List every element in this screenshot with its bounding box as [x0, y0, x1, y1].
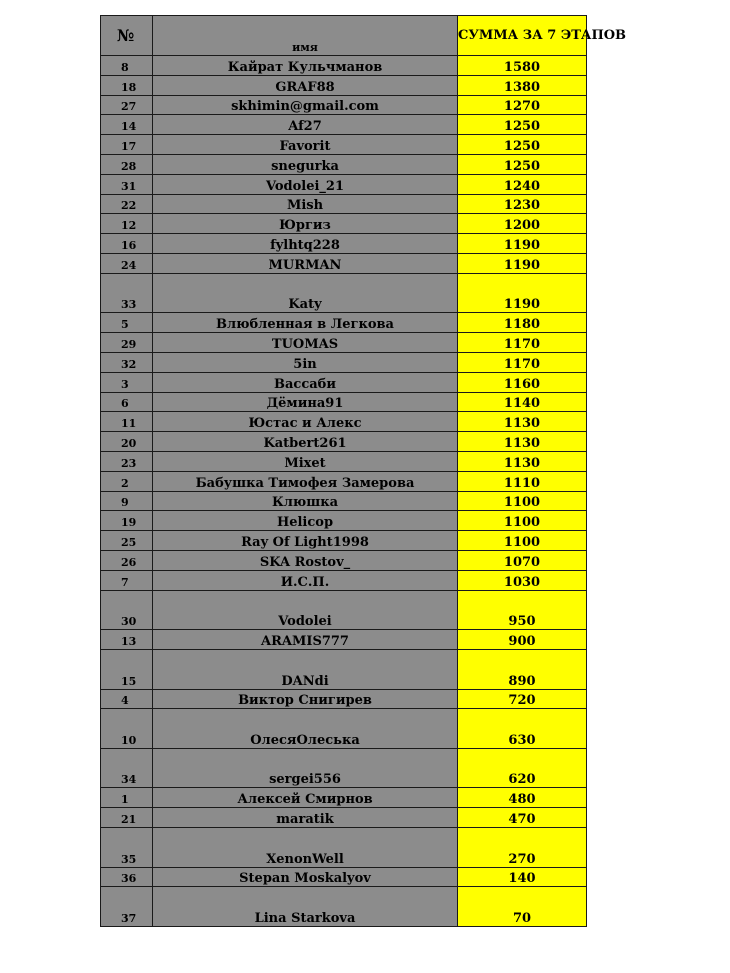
row-sum: 1230 — [458, 194, 587, 214]
row-number: 25 — [101, 531, 153, 551]
row-number: 6 — [101, 392, 153, 412]
row-name: maratik — [153, 808, 458, 828]
row-number: 4 — [101, 689, 153, 709]
row-name: Кайрат Кульчманов — [153, 56, 458, 76]
table-row — [101, 649, 587, 689]
row-sum: 70 — [458, 887, 587, 927]
row-number: 34 — [101, 748, 153, 788]
row-number: 29 — [101, 333, 153, 353]
row-name: Lina Starkova — [153, 887, 458, 927]
row-number: 37 — [101, 887, 153, 927]
row-name: XenonWell — [153, 828, 458, 868]
row-sum: 470 — [458, 808, 587, 828]
row-name: Юргиз — [153, 214, 458, 234]
row-sum: 1070 — [458, 550, 587, 570]
header-row — [101, 16, 587, 56]
row-name: fylhtq228 — [153, 234, 458, 254]
row-sum: 900 — [458, 630, 587, 650]
table-row — [101, 808, 587, 828]
row-number: 18 — [101, 75, 153, 95]
row-name: Stepan Moskalyov — [153, 867, 458, 887]
row-number: 30 — [101, 590, 153, 630]
table-row — [101, 333, 587, 353]
table-row — [101, 432, 587, 452]
row-number: 23 — [101, 451, 153, 471]
row-sum: 270 — [458, 828, 587, 868]
table-row — [101, 570, 587, 590]
row-number: 22 — [101, 194, 153, 214]
row-name: skhimin@gmail.com — [153, 95, 458, 115]
row-name: Алексей Смирнов — [153, 788, 458, 808]
row-name: ARAMIS777 — [153, 630, 458, 650]
row-name: DANdi — [153, 649, 458, 689]
row-number: 20 — [101, 432, 153, 452]
row-name: TUOMAS — [153, 333, 458, 353]
row-sum: 1100 — [458, 531, 587, 551]
row-number: 26 — [101, 550, 153, 570]
row-name: Дёмина91 — [153, 392, 458, 412]
row-name: Ray Of Light1998 — [153, 531, 458, 551]
table-row — [101, 234, 587, 254]
row-sum: 1160 — [458, 372, 587, 392]
row-number: 19 — [101, 511, 153, 531]
row-name: Влюбленная в Легкова — [153, 313, 458, 333]
table-row — [101, 511, 587, 531]
results-table — [100, 15, 627, 927]
row-number: 7 — [101, 570, 153, 590]
table-row — [101, 115, 587, 135]
row-number: 15 — [101, 649, 153, 689]
row-name: Юстас и Алекс — [153, 412, 458, 432]
row-name: И.С.П. — [153, 570, 458, 590]
table-row — [101, 135, 587, 155]
table-row — [101, 689, 587, 709]
row-sum: 720 — [458, 689, 587, 709]
row-number: 14 — [101, 115, 153, 135]
table-row — [101, 867, 587, 887]
row-sum: 1110 — [458, 471, 587, 491]
row-name: snegurka — [153, 154, 458, 174]
row-number: 10 — [101, 709, 153, 749]
row-sum: 1190 — [458, 234, 587, 254]
row-number: 9 — [101, 491, 153, 511]
row-number: 1 — [101, 788, 153, 808]
table-row — [101, 273, 587, 313]
table-row — [101, 95, 587, 115]
table-row — [101, 392, 587, 412]
row-sum: 1180 — [458, 313, 587, 333]
table-row — [101, 412, 587, 432]
table-row — [101, 352, 587, 372]
row-name: Vodolei — [153, 590, 458, 630]
table-row — [101, 154, 587, 174]
table-row — [101, 709, 587, 749]
table-row — [101, 828, 587, 868]
header-sum: СУММА ЗА 7 ЭТАПОВ — [458, 16, 587, 56]
row-number: 35 — [101, 828, 153, 868]
table-row — [101, 253, 587, 273]
row-number: 36 — [101, 867, 153, 887]
row-sum: 950 — [458, 590, 587, 630]
table-row — [101, 75, 587, 95]
table-row — [101, 630, 587, 650]
row-number: 32 — [101, 352, 153, 372]
row-sum: 1190 — [458, 273, 587, 313]
row-sum: 1140 — [458, 392, 587, 412]
row-sum: 1130 — [458, 451, 587, 471]
row-sum: 1250 — [458, 135, 587, 155]
row-number: 12 — [101, 214, 153, 234]
table-row — [101, 550, 587, 570]
row-sum: 140 — [458, 867, 587, 887]
row-number: 13 — [101, 630, 153, 650]
row-sum: 1030 — [458, 570, 587, 590]
row-sum: 1240 — [458, 174, 587, 194]
row-sum: 1100 — [458, 511, 587, 531]
header-name: имя — [153, 16, 458, 56]
table-row — [101, 531, 587, 551]
table-row — [101, 174, 587, 194]
row-sum: 1250 — [458, 115, 587, 135]
row-sum: 630 — [458, 709, 587, 749]
row-name: Af27 — [153, 115, 458, 135]
table-row — [101, 313, 587, 333]
table-row — [101, 491, 587, 511]
row-number: 28 — [101, 154, 153, 174]
row-name: SKA Rostov_ — [153, 550, 458, 570]
table-row — [101, 471, 587, 491]
row-name: Favorit — [153, 135, 458, 155]
row-sum: 1580 — [458, 56, 587, 76]
row-name: Vodolei_21 — [153, 174, 458, 194]
row-number: 5 — [101, 313, 153, 333]
row-number: 3 — [101, 372, 153, 392]
row-number: 33 — [101, 273, 153, 313]
table-row — [101, 887, 587, 927]
row-sum: 1130 — [458, 412, 587, 432]
table-row — [101, 451, 587, 471]
row-sum: 1270 — [458, 95, 587, 115]
row-name: Mixet — [153, 451, 458, 471]
table-row — [101, 194, 587, 214]
table-row — [101, 590, 587, 630]
table-row — [101, 372, 587, 392]
row-sum: 1170 — [458, 352, 587, 372]
row-number: 17 — [101, 135, 153, 155]
row-name: Katy — [153, 273, 458, 313]
row-sum: 1250 — [458, 154, 587, 174]
row-sum: 1190 — [458, 253, 587, 273]
row-name: Бабушка Тимофея Замерова — [153, 471, 458, 491]
row-name: Katbert261 — [153, 432, 458, 452]
table-row — [101, 748, 587, 788]
table-row — [101, 56, 587, 76]
row-name: GRAF88 — [153, 75, 458, 95]
row-sum: 1100 — [458, 491, 587, 511]
row-name: sergei556 — [153, 748, 458, 788]
row-name: Виктор Снигирев — [153, 689, 458, 709]
row-number: 21 — [101, 808, 153, 828]
row-name: Mish — [153, 194, 458, 214]
row-sum: 1130 — [458, 432, 587, 452]
row-name: ОлесяОлеська — [153, 709, 458, 749]
row-sum: 480 — [458, 788, 587, 808]
row-number: 24 — [101, 253, 153, 273]
row-name: MURMAN — [153, 253, 458, 273]
header-number: № — [101, 16, 153, 56]
row-number: 8 — [101, 56, 153, 76]
row-sum: 1170 — [458, 333, 587, 353]
row-sum: 890 — [458, 649, 587, 689]
table-row — [101, 214, 587, 234]
row-sum: 1200 — [458, 214, 587, 234]
row-number: 31 — [101, 174, 153, 194]
table-row — [101, 788, 587, 808]
row-sum: 620 — [458, 748, 587, 788]
row-number: 27 — [101, 95, 153, 115]
row-number: 16 — [101, 234, 153, 254]
row-sum: 1380 — [458, 75, 587, 95]
table-body — [101, 56, 587, 927]
row-number: 2 — [101, 471, 153, 491]
row-name: Helicop — [153, 511, 458, 531]
row-name: 5in — [153, 352, 458, 372]
row-name: Клюшка — [153, 491, 458, 511]
row-name: Вассаби — [153, 372, 458, 392]
row-number: 11 — [101, 412, 153, 432]
